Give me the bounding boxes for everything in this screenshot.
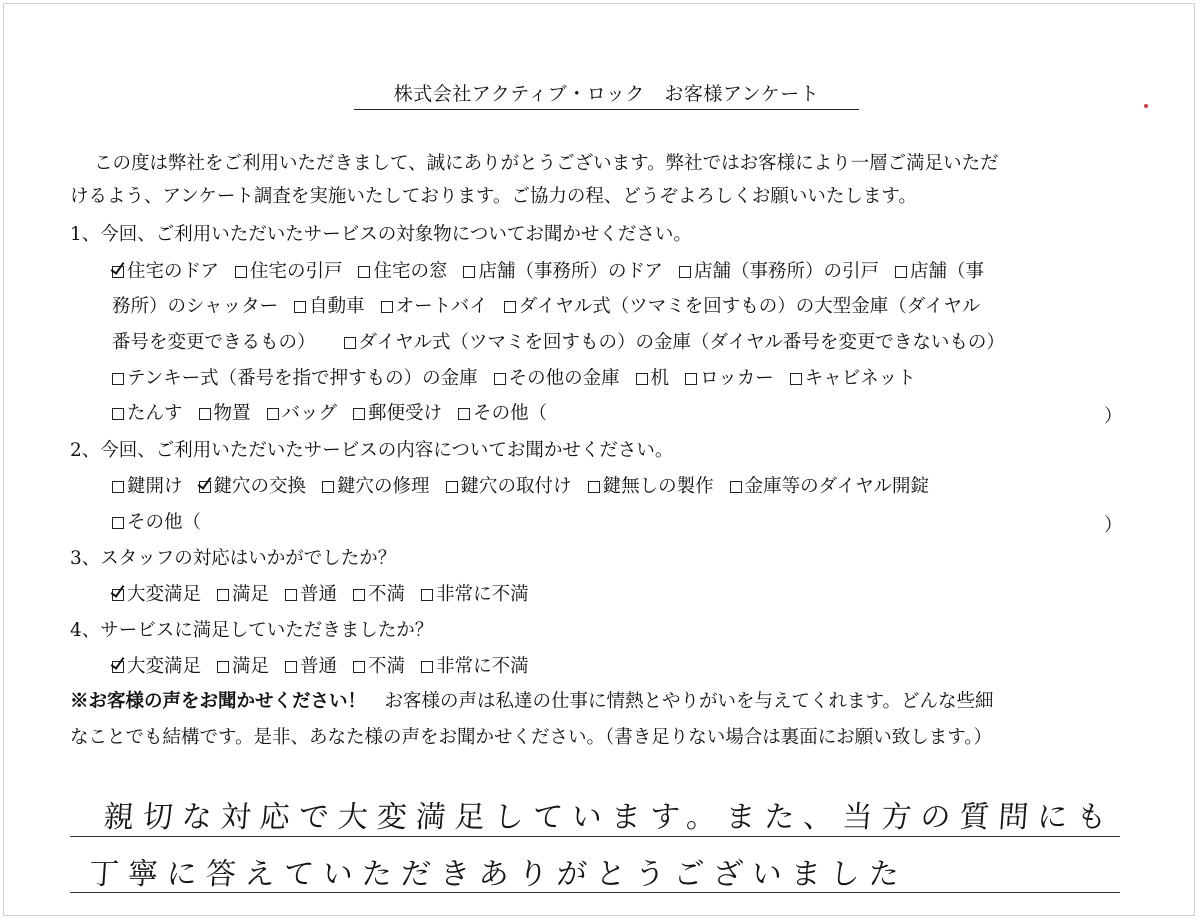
q1-row-2 [112, 295, 996, 319]
q1-option[interactable] [199, 403, 251, 424]
q2-option[interactable] [588, 476, 714, 497]
q4-option-label: 非常に不満 [436, 656, 529, 677]
q3-checkbox[interactable] [285, 589, 297, 601]
q2-checkbox[interactable] [322, 481, 334, 493]
question-4: 4、サービスに満足していただきましたか？ [70, 620, 434, 641]
q1-checkbox[interactable] [267, 408, 279, 420]
q3-option[interactable] [421, 584, 529, 605]
comment-rule-2 [70, 892, 1120, 893]
q1-checkbox[interactable] [112, 408, 124, 420]
q1-option-label: 自動車 [309, 296, 365, 317]
q4-option-label: 大変満足 [127, 656, 202, 677]
q3-option-label: 非常に不満 [436, 584, 529, 605]
q4-option[interactable] [421, 656, 529, 677]
q2-checkbox[interactable] [588, 481, 600, 493]
q1-option-label: 店舗（事務所）のドア [478, 261, 663, 282]
q1-option-label: 物置 [213, 403, 251, 424]
q1-option[interactable] [636, 368, 670, 389]
q1-checkbox[interactable] [458, 408, 470, 420]
q1-option-label: テンキー式（番号を指で押すもの）の金庫 [127, 368, 478, 389]
q1-option-label: その他の金庫 [508, 368, 620, 389]
survey-sheet [3, 3, 1195, 916]
q1-option[interactable] [267, 403, 338, 424]
q2-option-label: 鍵無しの製作 [602, 476, 714, 497]
q3-checkbox[interactable] [421, 589, 433, 601]
q1-option[interactable] [381, 296, 488, 317]
q2-option[interactable] [730, 476, 929, 497]
q1-checkbox[interactable] [679, 266, 691, 278]
q1-option-label: その他（ [473, 403, 548, 424]
q4-option[interactable] [285, 656, 337, 677]
q2-option-label: 鍵穴の交換 [213, 476, 307, 497]
q1-checkbox[interactable] [463, 266, 475, 278]
q1-option[interactable] [458, 403, 547, 424]
q2-option-label: 鍵穴の取付け [460, 476, 572, 497]
q1-option[interactable] [494, 368, 620, 389]
q2-option[interactable] [446, 476, 572, 497]
q3-option-label: 普通 [300, 584, 338, 605]
q1-option[interactable] [112, 368, 478, 389]
question-3: 3、スタッフの対応はいかがでしたか？ [70, 548, 397, 569]
q3-option[interactable] [112, 584, 201, 605]
survey-title: 株式会社アクティブ・ロック お客様アンケート [354, 79, 859, 110]
q1-option[interactable] [679, 261, 879, 282]
q2-row-1 [112, 475, 945, 499]
q1-option-label: 住宅のドア [127, 261, 219, 282]
q1-option[interactable] [895, 261, 984, 282]
q1-option[interactable] [685, 368, 774, 389]
q4-option-label: 不満 [368, 656, 406, 677]
q1-checkbox[interactable] [353, 408, 365, 420]
q1-checkbox[interactable] [494, 373, 506, 385]
handwritten-comment-line-2: 丁寧に答えていただきありがとうございました [87, 857, 909, 892]
question-1: 1、今回、ご利用いただいたサービスの対象物についてお聞かせください。 [70, 224, 692, 245]
q1-option-label: ロッカー [700, 368, 774, 389]
q1-option[interactable] [790, 368, 916, 389]
q1-option[interactable] [463, 261, 662, 282]
q1-checkbox[interactable] [199, 408, 211, 420]
q1-row-3-prefix: 番号を変更できるもの） [112, 332, 316, 353]
q1-option-label: 店舗（事 [909, 261, 984, 282]
q1-option[interactable] [504, 296, 980, 317]
q2-checkbox[interactable] [199, 481, 211, 493]
q2-option[interactable] [322, 476, 430, 497]
q1-option[interactable] [112, 261, 219, 282]
q1-row-2-prefix: 務所）のシャッター [112, 296, 279, 317]
q1-row-5 [112, 402, 563, 426]
q2-checkbox[interactable] [446, 481, 458, 493]
q2-row-2 [112, 511, 201, 535]
q1-option[interactable] [235, 261, 343, 282]
voice-heading: ※お客様の声をお聞かせください！ [70, 691, 367, 712]
q1-option-label: キャビネット [804, 368, 916, 389]
q4-option-label: 普通 [300, 656, 338, 677]
q1-checkbox[interactable] [636, 373, 648, 385]
voice-text-1: お客様の声は私達の仕事に情熱とやりがいを与えてくれます。どんな些細 [366, 691, 994, 712]
q4-checkbox[interactable] [353, 661, 365, 673]
q1-checkbox[interactable] [895, 266, 907, 278]
q1-option[interactable] [344, 332, 1005, 353]
q3-checkbox[interactable] [112, 589, 124, 601]
handwritten-comment-line-1: 親切な対応で大変満足しています。また、当方の質問にも [102, 800, 1117, 835]
q1-other-close: ） [1104, 406, 1123, 427]
q3-options [112, 583, 545, 607]
question-2: 2、今回、ご利用いただいたサービスの内容についてお聞かせください。 [70, 440, 674, 461]
q1-option-label: 店舗（事務所）の引戸 [693, 261, 879, 282]
q1-checkbox[interactable] [294, 301, 306, 313]
q3-option[interactable] [285, 584, 337, 605]
q1-option-label: 机 [650, 368, 670, 389]
q2-other-close: ） [1104, 515, 1123, 536]
voice-line-1 [70, 690, 994, 714]
q2-option[interactable] [112, 476, 183, 497]
q4-checkbox[interactable] [421, 661, 433, 673]
q4-checkbox[interactable] [217, 661, 229, 673]
q4-option[interactable] [112, 656, 201, 677]
q1-checkbox[interactable] [790, 373, 802, 385]
q2-other-checkbox[interactable] [112, 517, 124, 529]
paper-mark [1144, 104, 1148, 108]
q3-option[interactable] [217, 584, 269, 605]
q1-checkbox[interactable] [685, 373, 697, 385]
q2-option-label: 鍵開け [127, 476, 183, 497]
q1-option[interactable] [353, 403, 442, 424]
q4-checkbox[interactable] [112, 661, 124, 673]
q1-checkbox[interactable] [358, 266, 370, 278]
q3-option-label: 満足 [232, 584, 270, 605]
q3-option-label: 大変満足 [127, 584, 202, 605]
q1-checkbox[interactable] [504, 301, 516, 313]
q2-option[interactable] [199, 476, 307, 497]
q1-option[interactable] [294, 296, 365, 317]
q2-checkbox[interactable] [730, 481, 742, 493]
q1-option-label: 住宅の引戸 [249, 261, 343, 282]
q1-option-label: 住宅の窓 [373, 261, 448, 282]
q3-checkbox[interactable] [217, 589, 229, 601]
intro-line-2: けるよう、アンケート調査を実施いたしております。ご協力の程、どうぞよろしくお願いいたします。 [70, 186, 917, 207]
q3-option[interactable] [353, 584, 405, 605]
q2-option-label: 鍵穴の修理 [337, 476, 430, 497]
q1-row-1 [112, 260, 1000, 284]
q1-checkbox[interactable] [112, 266, 124, 278]
q2-checkbox[interactable] [112, 481, 124, 493]
q1-checkbox[interactable] [112, 373, 124, 385]
voice-line-2: なことでも結構です。是非、あなた様の声をお聞かせください。（書き足りない場合は裏面にお願い致します。） [70, 727, 993, 748]
q4-option-label: 満足 [232, 656, 270, 677]
q1-option-label: オートバイ [395, 296, 488, 317]
q1-row-4 [112, 367, 932, 391]
q4-checkbox[interactable] [285, 661, 297, 673]
q3-option-label: 不満 [368, 584, 406, 605]
q1-checkbox[interactable] [235, 266, 247, 278]
q4-option[interactable] [353, 656, 405, 677]
q4-option[interactable] [217, 656, 269, 677]
q1-option[interactable] [358, 261, 447, 282]
q1-option-label: 郵便受け [368, 403, 443, 424]
q1-checkbox[interactable] [381, 301, 393, 313]
intro-line-1: この度は弊社をご利用いただきまして、誠にありがとうございます。弊社ではお客様により一層ご満足いただ [94, 153, 999, 174]
q2-other-label: その他（ [127, 512, 202, 533]
q1-option[interactable] [112, 403, 183, 424]
q3-checkbox[interactable] [353, 589, 365, 601]
q1-row-3 [112, 331, 1021, 355]
q1-option-label: ダイヤル式（ツマミを回すもの）の金庫（ダイヤル番号を変更できないもの） [358, 332, 1005, 353]
q1-option-label: たんす [127, 403, 183, 424]
q1-option-label: ダイヤル式（ツマミを回すもの）の大型金庫（ダイヤル [518, 296, 981, 317]
q1-option-label: バッグ [281, 403, 338, 424]
q2-option-label: 金庫等のダイヤル開錠 [744, 476, 930, 497]
comment-rule-1 [70, 836, 1120, 837]
q1-checkbox[interactable] [344, 337, 356, 349]
q4-options [112, 655, 545, 679]
